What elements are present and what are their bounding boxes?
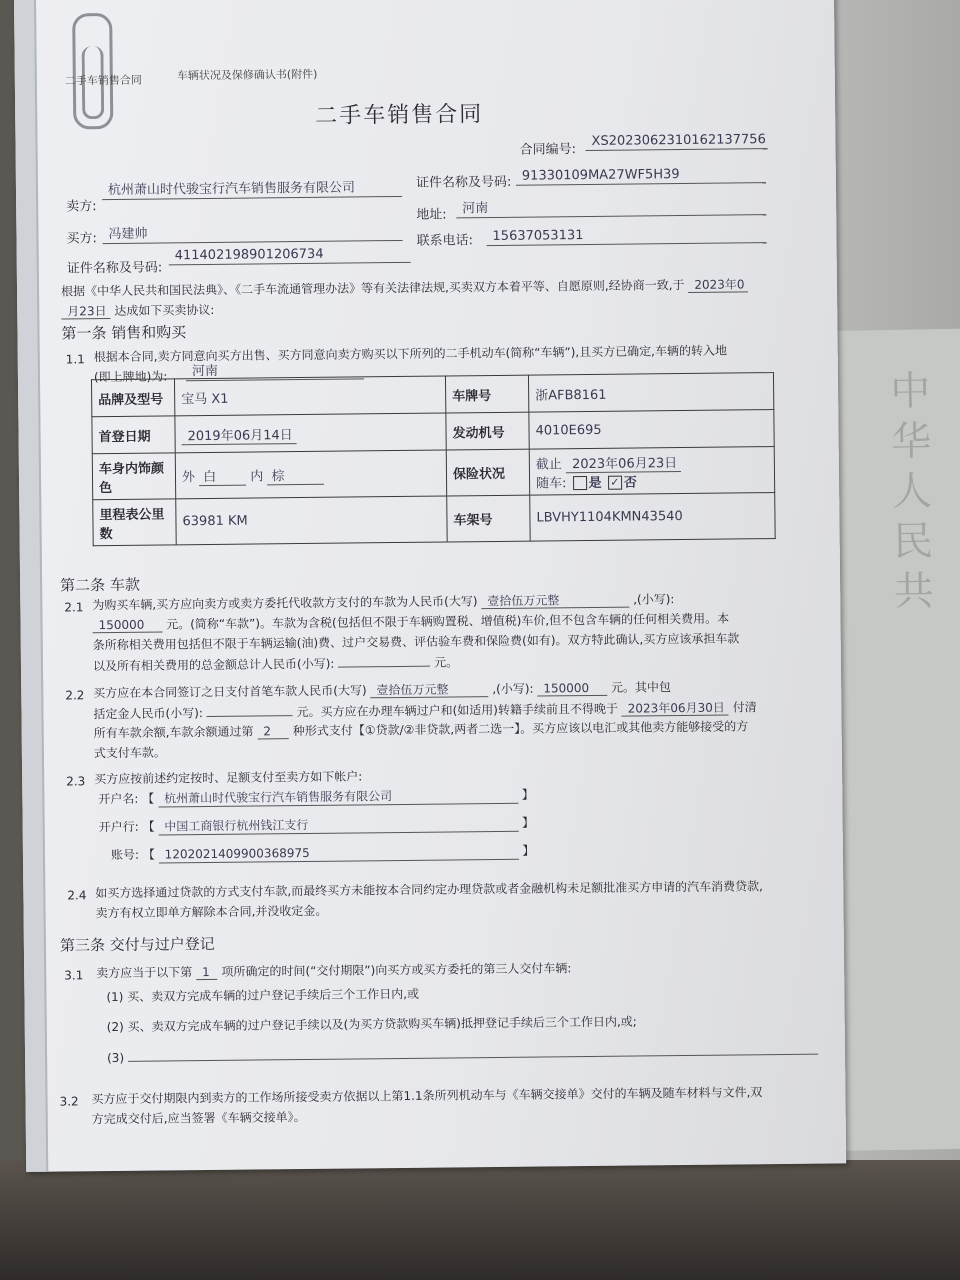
clause-3-1-item: 1	[196, 965, 218, 980]
clause-2-1-line1	[92, 591, 674, 613]
seller-value: 杭州萧山时代骏宝行汽车销售服务有限公司	[102, 180, 402, 200]
exterior-color: 白	[199, 470, 246, 486]
buyer-label: 买方:	[66, 231, 97, 247]
clause-2-1-amount: 150000	[92, 617, 162, 633]
vehicle-table	[91, 372, 776, 546]
engine-value: 4010E695	[529, 410, 774, 450]
clause-2-1-line2	[92, 611, 729, 634]
reg-date-value	[175, 413, 446, 453]
clause-2-2-text-c: 括定金人民币(小写):	[93, 706, 203, 722]
buyer-addr-value: 河南	[456, 198, 766, 218]
insurance-with-label: 随车:	[536, 475, 567, 492]
delivery-option-2: (2) 买、卖双方完成车辆的过户登记手续以及(为买方贷款购买车辆)抵押登记手续后三个工作日内,或;	[106, 1014, 637, 1035]
no-checkbox[interactable]: ✓	[608, 476, 622, 490]
account-name-label: 开户名:	[98, 791, 139, 807]
clause-2-4-line2: 卖方有权立即单方解除本合同,并没收定金。	[95, 903, 328, 921]
brand-label: 品牌及型号	[91, 379, 174, 417]
interior-color: 棕	[267, 469, 324, 486]
mileage-value: 63981 KM	[176, 496, 447, 545]
account-no-row: 账号: 【 1202021409900368975 】	[110, 843, 535, 863]
clause-2-2-line3	[94, 718, 749, 741]
clause-2-1-text-e: 元。	[433, 655, 459, 670]
preamble-line2	[61, 302, 214, 320]
clause-2-3-text: 买方应按前述约定按时、足额支付至卖方如下帐户:	[94, 769, 363, 787]
brand-value: 宝马 X1	[174, 376, 445, 416]
preamble-year: 2023年0	[688, 277, 748, 293]
article2-title: 第二条 车款	[60, 575, 141, 595]
underlying-document: 中华人民共	[793, 328, 960, 1151]
clause-2-1-small-label: ,(小写):	[633, 592, 675, 607]
insurance-until-date: 2023年06月23日	[566, 456, 681, 473]
clause-2-2-deadline: 2023年06月30日	[622, 701, 729, 717]
contract-no-value: XS2023062310162137756	[585, 132, 767, 151]
color-label: 车身内饰颜色	[92, 453, 175, 500]
clause-3-1-text-b: 项所确定的时间(“交付期限”)向买方或买方委托的第三人交付车辆:	[221, 961, 572, 979]
interior-prefix: 内	[250, 469, 264, 485]
bank-row: 开户行: 【 中国工商银行杭州钱江支行 】	[98, 815, 535, 835]
reg-date-label: 首登日期	[92, 416, 175, 454]
background-bottom	[0, 1160, 960, 1280]
insurance-label: 保险状况	[446, 449, 529, 496]
clause-2-2-amount: 150000	[537, 681, 607, 697]
clause-2-2-text-g: 种形式支付【①贷款/②非贷款,两者二选一】。买方应该以电汇或其他卖方能够接受的方	[292, 719, 749, 739]
clause-3-1-line1	[96, 960, 571, 981]
clause-2-1-num: 2.1	[64, 600, 84, 615]
clause-2-2-text-f: 所有车款余额,车款余额通过第	[93, 724, 254, 741]
article1-title: 第一条 销售和购买	[61, 323, 187, 343]
clause-3-1-text: 卖方应当于以下第	[96, 965, 193, 981]
account-no-value: 1202021409900368975	[159, 843, 519, 864]
clause-2-2-text: 买方应在本合同签订之日支付首笔车款人民币(大写)	[93, 683, 367, 701]
delivery-option-3-blank	[128, 1042, 818, 1062]
yes-checkbox[interactable]	[573, 476, 587, 490]
bank-value: 中国工商银行杭州钱江支行	[158, 815, 518, 836]
clause-2-2-text-b: 元。其中包	[610, 680, 672, 695]
seller-id-value: 91330109MA27WF5H39	[516, 166, 766, 186]
clause-2-1-text-b: 元。(简称“车款”)。车款为含税(包括但不限于车辆购置税、增值税)车价,但不包含车辆的任何相关费用。本	[166, 611, 730, 632]
buyer-addr-label: 地址:	[416, 207, 447, 223]
preamble-text-2: 达成如下买卖协议:	[114, 302, 215, 318]
clause-3-1-num: 3.1	[64, 968, 84, 983]
clause-2-1-text-d: 以及所有相关费用的总金额总计人民币(小写):	[92, 656, 335, 674]
clause-2-2-amount-cn: 壹拾伍万元整	[370, 682, 488, 698]
mileage-label: 里程表公里数	[93, 499, 176, 546]
paperclip-icon	[72, 13, 113, 129]
preamble-date: 月23日	[61, 304, 110, 320]
clause-3-2-num: 3.2	[59, 1094, 79, 1109]
vin-label: 车架号	[447, 495, 530, 542]
transfer-place: 河南	[186, 362, 364, 381]
plate-label: 车牌号	[445, 375, 528, 413]
deposit-blank	[207, 703, 293, 717]
exterior-prefix: 外	[181, 470, 196, 486]
clause-2-2-text-d: 元。买方应在办理车辆过户和(如适用)转籍手续前且不得晚于	[296, 701, 618, 720]
delivery-option-3	[107, 1042, 818, 1066]
page-title: 二手车销售合同	[315, 102, 484, 129]
clause-1-1-num: 1.1	[65, 352, 85, 367]
insurance-until-prefix: 截止	[535, 456, 562, 473]
buyer-id-label: 证件名称及号码:	[66, 260, 163, 277]
buyer-phone-value: 15637053131	[486, 226, 766, 246]
yes-label: 是	[588, 475, 602, 491]
preamble-line1	[61, 276, 749, 299]
clause-2-1-line4	[93, 653, 458, 674]
clause-2-2-text-e: 付清	[732, 700, 757, 715]
clause-2-4-num: 2.4	[67, 888, 87, 903]
vin-value: LBVHY1104KMN43540	[530, 493, 775, 542]
seller-label: 卖方:	[66, 199, 97, 215]
article3-title: 第三条 交付与过户登记	[59, 934, 215, 955]
buyer-phone-label: 联系电话:	[416, 233, 474, 249]
clause-2-4-line1: 如买方选择通过贷款的方式支付车款,而最终买方未能按本合同约定办理贷款或者金融机构未足额批准买方申请的汽车消费贷款,	[95, 879, 764, 901]
clause-2-2-num: 2.2	[65, 688, 85, 703]
delivery-option-3-label: (3)	[107, 1050, 125, 1066]
contract-no-label: 合同编号:	[519, 142, 577, 158]
clause-2-3-num: 2.3	[66, 774, 86, 789]
engine-label: 发动机号	[446, 412, 529, 450]
seller-id-label: 证件名称及号码:	[415, 174, 512, 191]
clause-2-2-payment-way: 2	[257, 724, 289, 739]
binder-edge	[14, 0, 48, 1172]
clause-1-1-line2: (即上牌地)为:	[93, 369, 168, 385]
clause-1-1-text: 根据本合同,卖方同意向买方出售、买方同意向卖方购买以下所列的二手机动车(简称“车辆”),且买方已确定,车辆的转入地	[93, 343, 728, 365]
account-no-label: 账号:	[110, 847, 140, 863]
clause-2-2-small-label: ,(小写):	[492, 681, 534, 697]
reg-date-text: 2019年06月14日	[181, 428, 296, 445]
clause-3-2-line1: 买方应于交付期限内到卖方的工作场所接受卖方依据以上第1.1条所列机动车与《车辆交接单》交付的车辆及随车材料与文件,双	[91, 1085, 763, 1107]
account-name-row: 开户名: 【 杭州萧山时代骏宝行汽车销售服务有限公司 】	[98, 787, 534, 807]
clause-2-1-line3: 条所称相关费用包括但不限于车辆运输(油)费、过户交易费、评估验车费和保险费(如有)。双方特此确认,买方应该承担车款	[92, 631, 740, 653]
clause-2-2-line1	[93, 679, 671, 701]
plate-value: 浙AFB8161	[528, 373, 773, 413]
no-label: 否	[623, 475, 637, 491]
header-left: 二手车销售合同	[64, 73, 142, 88]
delivery-option-1: (1) 买、卖双方完成车辆的过户登记手续后三个工作日内,或	[106, 986, 420, 1005]
clause-3-2-line2: 方完成交付后,应当签署《车辆交接单》。	[91, 1110, 306, 1127]
insurance-value	[529, 447, 774, 496]
clause-2-2-line4: 式支付车款。	[93, 745, 166, 761]
contract-page	[14, 0, 846, 1172]
buyer-id-value: 411402198901206734	[169, 246, 411, 266]
color-value	[175, 450, 446, 499]
account-name-value: 杭州萧山时代骏宝行汽车销售服务有限公司	[158, 787, 518, 808]
total-amount-blank	[338, 654, 430, 668]
bank-label: 开户行:	[98, 819, 139, 835]
clause-2-1-text: 为购买车辆,买方应向卖方或卖方委托代收款方支付的车款为人民币(大写)	[92, 594, 478, 613]
clause-2-1-amount-cn: 壹拾伍万元整	[481, 593, 629, 610]
buyer-value: 冯建帅	[102, 224, 402, 244]
preamble-text: 根据《中华人民共和国民法典》、《二手车流通管理办法》等有关法律法规,买卖双方本着平等、自愿原则,经协商一致,于	[60, 277, 685, 299]
header-right: 车辆状况及保修确认书(附件)	[176, 67, 318, 83]
